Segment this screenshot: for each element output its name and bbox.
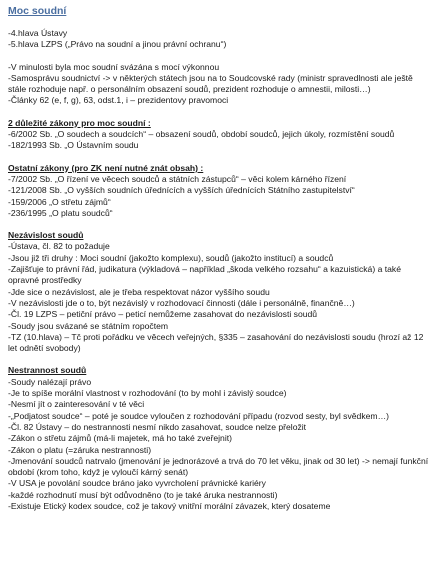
- text-line: -Zákon o platu (=záruka nestrannosti): [8, 444, 152, 455]
- text-line: -Čl. 82 Ústavy – do nestrannosti nesmí nikdo zasahovat, soudce nelze přeložit: [8, 421, 307, 432]
- text-line: -4.hlava Ústavy: [8, 28, 68, 38]
- text-line: -Je to spíše morální vlastnost v rozhodování (to by mohl i závislý soudce): [8, 388, 287, 399]
- document-title: Moc soudní: [8, 5, 67, 17]
- text-line: -182/1993 Sb. „O Ústavním soudu: [8, 140, 139, 151]
- text-line: -Soudy jsou svázané se státním ropočtem: [8, 320, 169, 331]
- text-line: -Ústava, čl. 82 to požaduje: [8, 241, 110, 252]
- text-line: -V minulosti byla moc soudní svázána s mocí výkonnou: [8, 61, 220, 72]
- text-line: -V USA je povolání soudce bráno jako vyvrcholení právnické kariéry: [8, 478, 266, 489]
- text-line: -Samosprávu soudnictví -> v některých státech jsou na to Soudcovské rady (ministr spravedlnosti ale ještě stále rozhoduje např. o personálním obsazení soudů, prezident rozhoduje o amnestii, milosti…): [8, 72, 413, 95]
- text-line: -Zákon o střetu zájmů (má-li majetek, má ho také zveřejnit): [8, 433, 232, 444]
- text-line: -Nesmí jít o zainteresování v té věci: [8, 399, 145, 410]
- text-line: -TZ (10.hlava) – Tč proti pořádku ve věcech veřejných, §335 – zasahování do nezávislosti soudu (hrozí až 12 let odnětí svobody): [8, 331, 424, 354]
- section-history: [8, 62, 431, 107]
- text-line: -„Podjatost soudce“ – poté je soudce vyloučen z rozhodování případu (rozvod sesty, byl svědkem…): [8, 410, 390, 421]
- text-line: -Soudy nalézají právo: [8, 376, 92, 387]
- text-line: -236/1995 „O platu soudců“: [8, 207, 113, 218]
- text-line: -6/2002 Sb. „O soudech a soudcích“ – obsazení soudů, období soudců, jejich úkoly, rozmístění soudů: [8, 129, 395, 140]
- text-line: -Čl. 19 LZPS – petiční právo – peticí nemůžeme zasahovat do nezávislosti soudů: [8, 309, 318, 320]
- text-line: -159/2006 „O střetu zájmů“: [8, 196, 111, 207]
- text-line: -Jsou již tři druhy : Moci soudní (jakožto komplexu), soudů (jakožto institucí) a soudců: [8, 252, 334, 263]
- text-line: -Jde sice o nezávislost, ale je třeba respektovat názor vyššího soudu: [8, 286, 270, 297]
- text-line: -každé rozhodnutí musí být odůvodněno (to je také áruka nestrannosti): [8, 489, 278, 500]
- section-constitution: [8, 28, 431, 51]
- section-other-laws: [8, 163, 431, 219]
- text-line: -Zajišťuje to právní řád, judikatura (výkladová – například „škoda velkého rozsahu“ a kazuistická) a také opravné prostředky: [8, 264, 401, 286]
- section-heading: Nezávislost soudů: [8, 230, 84, 241]
- section-independence: [8, 230, 431, 354]
- text-line: -5.hlava LZPS („Právo na soudní a jinou právní ochranu“): [8, 39, 227, 50]
- section-heading: Ostatní zákony (pro ZK není nutné znát obsah) :: [8, 162, 204, 173]
- section-impartiality: [8, 365, 431, 512]
- text-line: -Jmenování soudců natrvalo (jmenování je jednorázové a trvá do 70 let věku, jinak od 30 let) -> nemají funkční období (krom toho, když je vyloučí kárný senát): [8, 455, 429, 478]
- text-line: -Existuje Etický kodex soudce, což je takový vnitřní morální závazek, který dosateme: [8, 500, 331, 511]
- text-line: -7/2002 Sb. „O řízení ve věcech soudců a státních zástupců“ – věci kolem kárného řízení: [8, 173, 347, 184]
- section-heading: 2 důležité zákony pro moc soudní :: [8, 117, 151, 128]
- section-heading: Nestrannost soudů: [8, 365, 87, 376]
- text-line: -Články 62 (e, f, g), 63, odst.1, i – prezidentovy pravomoci: [8, 95, 229, 106]
- text-line: -V nezávislosti jde o to, být nezávislý v rozhodovací činnosti (dále i personálně, finančně…): [8, 297, 355, 308]
- section-important-laws: [8, 118, 431, 152]
- text-line: -121/2008 Sb. „O vyšších soudních úřednících a vyšších úřednících Státního zastupitelství“: [8, 185, 355, 196]
